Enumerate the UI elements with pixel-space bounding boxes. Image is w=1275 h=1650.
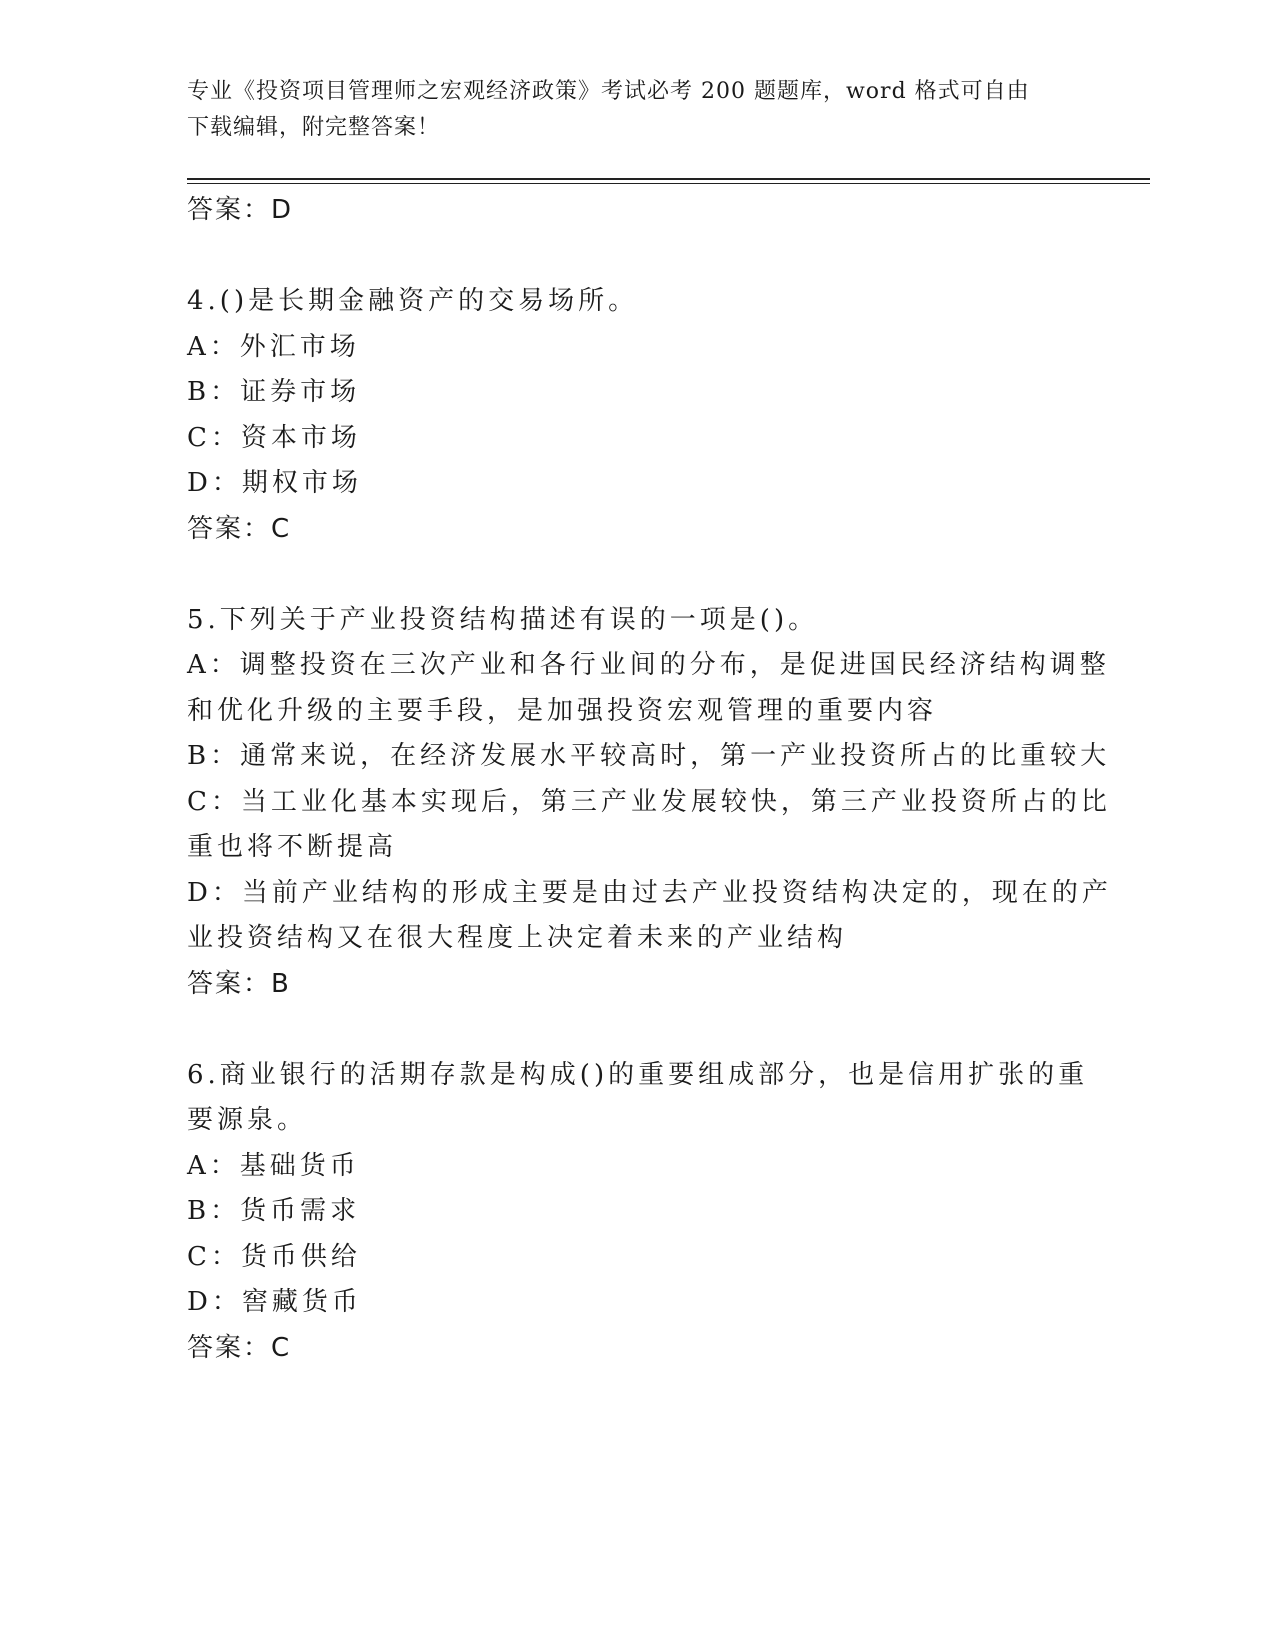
header-line-1: 专业《投资项目管理师之宏观经济政策》考试必考 200 题题库，word 格式可自由 — [187, 79, 1030, 104]
option-a: A：外汇市场 — [187, 331, 360, 362]
option-c: C：资本市场 — [187, 422, 361, 453]
question-stem: 6.商业银行的活期存款是构成()的重要组成部分，也是信用扩张的重 — [187, 1059, 1089, 1090]
option-d: D：窖藏货币 — [187, 1287, 362, 1317]
option-b: B：通常来说，在经济发展水平较高时，第一产业投资所占的比重较大 — [187, 741, 1111, 771]
question-stem: 5.下列关于产业投资结构描述有误的一项是()。 — [187, 604, 819, 635]
option-c-continued: 重也将不断提高 — [187, 832, 398, 862]
option-d: D：当前产业结构的形成主要是由过去产业投资结构决定的，现在的产 — [187, 877, 1112, 908]
option-c: C：当工业化基本实现后，第三产业发展较快，第三产业投资所占的比 — [187, 786, 1111, 817]
header-divider-thick — [187, 178, 1150, 180]
option-d-continued: 业投资结构又在很大程度上决定着未来的产业结构 — [187, 923, 848, 953]
header-line-2: 下载编辑，附完整答案！ — [187, 115, 441, 140]
question-answer: 答案：C — [187, 1332, 292, 1363]
question-block — [187, 1053, 1087, 1372]
document-header-note — [187, 74, 1067, 146]
question-answer: 答案：C — [187, 513, 292, 544]
option-d: D：期权市场 — [187, 468, 362, 498]
question-answer: 答案：B — [187, 968, 291, 999]
spacer — [187, 234, 1087, 280]
spacer — [187, 1007, 1087, 1053]
question-stem-continued: 要源泉。 — [187, 1105, 308, 1135]
header-divider-thin — [187, 183, 1150, 184]
option-a-continued: 和优化升级的主要手段，是加强投资宏观管理的重要内容 — [187, 695, 938, 726]
spacer — [187, 552, 1087, 598]
previous-answer: 答案：D — [187, 195, 294, 225]
option-a: A：调整投资在三次产业和各行业间的分布，是促进国民经济结构调整 — [187, 650, 1110, 680]
question-stem: 4.()是长期金融资产的交易场所。 — [187, 286, 639, 316]
question-block — [187, 279, 1087, 552]
option-a: A：基础货币 — [187, 1150, 360, 1181]
question-block — [187, 598, 1112, 1008]
option-b: B：货币需求 — [187, 1196, 361, 1226]
option-b: B：证券市场 — [187, 377, 361, 407]
option-c: C：货币供给 — [187, 1241, 361, 1272]
question-list — [187, 188, 1112, 1371]
